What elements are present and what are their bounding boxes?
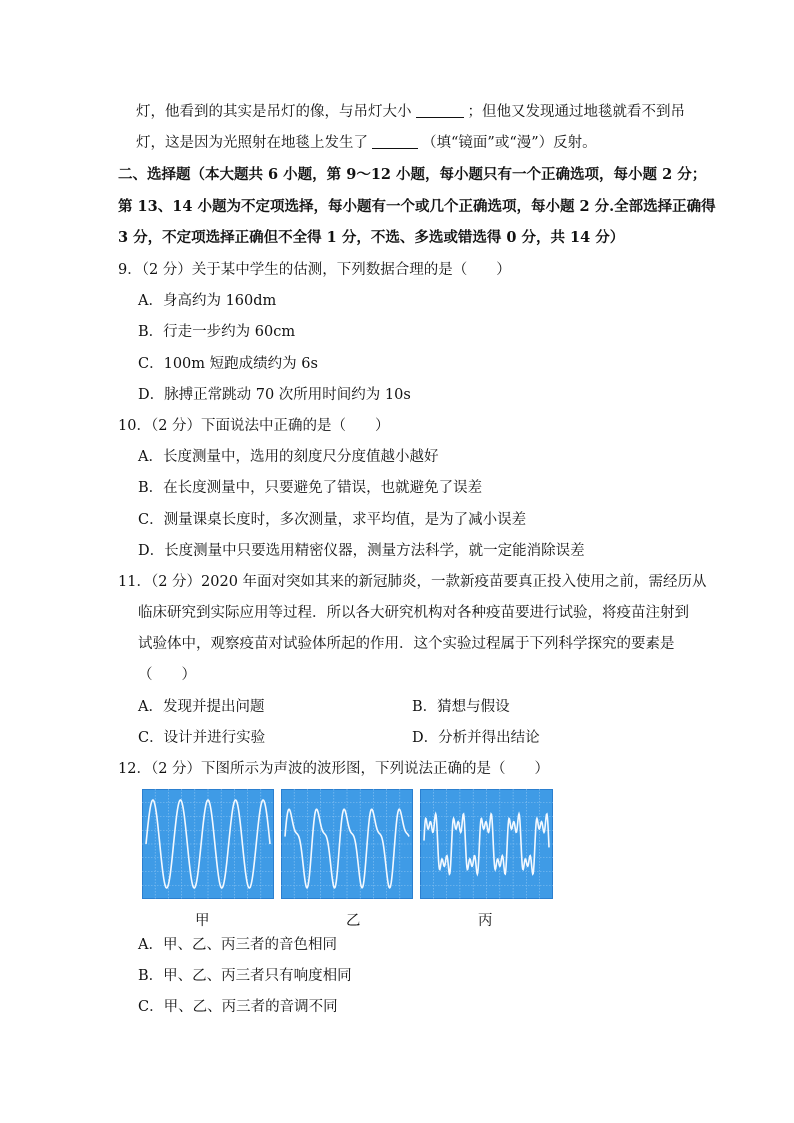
waveform-label-bing: 丙: [478, 913, 493, 929]
q10-option-c[interactable]: C．测量课桌长度时，多次测量，求平均值，是为了减小误差: [138, 512, 527, 528]
q11-option-c[interactable]: C．设计并进行实验: [138, 730, 266, 746]
q11-stem-line-1: 11．（2 分）2020 年面对突如其来的新冠肺炎，一款新疫苗要真正投入使用之前，需经历从: [118, 574, 707, 590]
answer-blank-1[interactable]: [416, 103, 464, 118]
q12-stem: 12．（2 分）下图所示为声波的波形图，下列说法正确的是（ ）: [118, 761, 550, 777]
fill-in-line-1: 灯，他看到的其实是吊灯的像，与吊灯大小 ；但他又发现通过地毯就看不到吊: [136, 104, 685, 120]
waveform-jia: [142, 789, 274, 899]
q10-option-a[interactable]: A．长度测量中，选用的刻度尺分度值越小越好: [138, 449, 439, 465]
q10-option-d[interactable]: D．长度测量中只要选用精密仪器，测量方法科学，就一定能消除误差: [138, 543, 585, 559]
q9-option-d[interactable]: D．脉搏正常跳动 70 次所用时间约为 10s: [138, 387, 411, 403]
q12-option-c[interactable]: C．甲、乙、丙三者的音调不同: [138, 999, 338, 1015]
q10-stem: 10．（2 分）下面说法中正确的是（ ）: [118, 418, 390, 434]
q9-option-a[interactable]: A．身高约为 160dm: [138, 293, 277, 309]
q12-option-a[interactable]: A．甲、乙、丙三者的音色相同: [138, 937, 337, 953]
q12-option-b[interactable]: B．甲、乙、丙三者只有响度相同: [138, 968, 352, 984]
q11-option-a[interactable]: A．发现并提出问题: [138, 699, 265, 715]
section-heading-line-2: 第 13、14 小题为不定项选择，每小题有一个或几个正确选项，每小题 2 分.全部选择正确得: [118, 198, 716, 215]
q9-option-c[interactable]: C．100m 短跑成绩约为 6s: [138, 356, 318, 372]
q9-stem: 9．（2 分）关于某中学生的估测，下列数据合理的是（ ）: [118, 262, 511, 278]
q11-stem-line-2: 临床研究到实际应用等过程．所以各大研究机构对各种疫苗要进行试验，将疫苗注射到: [138, 605, 689, 621]
q10-option-b[interactable]: B．在长度测量中，只要避免了错误，也就避免了误差: [138, 480, 483, 496]
q9-option-b[interactable]: B．行走一步约为 60cm: [138, 324, 296, 340]
q11-stem-line-4: （ ）: [138, 667, 196, 683]
q11-stem-line-3: 试验体中，观察疫苗对试验体所起的作用．这个实验过程属于下列科学探究的要素是: [138, 636, 675, 652]
q11-option-b[interactable]: B．猜想与假设: [412, 699, 510, 715]
section-heading-line-1: 二、选择题（本大题共 6 小题，第 9～12 小题，每小题只有一个正确选项，每小题 2 分；: [118, 166, 707, 183]
waveform-label-jia: 甲: [195, 913, 210, 929]
section-heading-line-3: 3 分，不定项选择正确但不全得 1 分，不选、多选或错选得 0 分，共 14 分）: [118, 229, 625, 246]
waveform-label-yi: 乙: [346, 913, 361, 929]
waveform-bing: [420, 789, 553, 899]
q11-option-d[interactable]: D．分析并得出结论: [412, 730, 540, 746]
answer-blank-2[interactable]: [372, 134, 418, 149]
fill-in-line-2: 灯，这是因为光照射在地毯上发生了 （填“镜面”或“漫”）反射。: [136, 135, 597, 151]
waveform-yi: [281, 789, 413, 899]
